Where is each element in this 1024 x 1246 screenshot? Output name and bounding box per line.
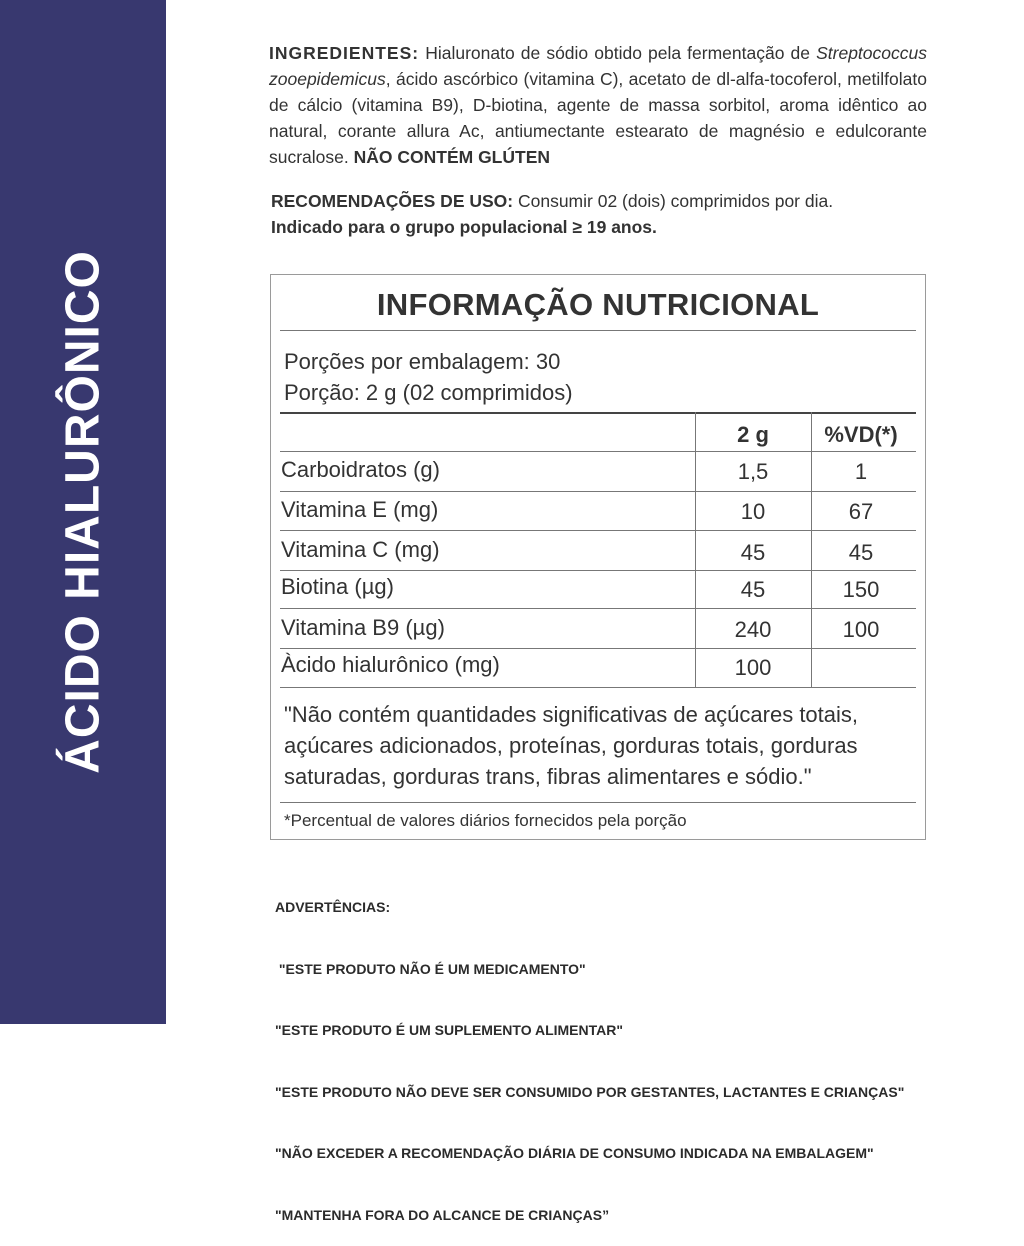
nutrition-facts-panel bbox=[270, 274, 926, 840]
ingredients-paragraph bbox=[269, 40, 927, 170]
servings-per-package: Porções por embalagem: 30 bbox=[284, 349, 561, 374]
serving-size: Porção: 2 g (02 comprimidos) bbox=[284, 380, 573, 405]
nutrition-disclaimer: "Não contém quantidades significativas de açúcares totais, açúcares adicionados, proteínas, gorduras totais, gorduras saturadas, gorduras trans, fibras alimentares e sódio." bbox=[284, 702, 859, 789]
side-band bbox=[0, 0, 166, 1024]
divider bbox=[280, 687, 916, 688]
warning-item: "ESTE PRODUTO NÃO DEVE SER CONSUMIDO POR GESTANTES, LACTANTES E CRIANÇAS" bbox=[275, 1083, 905, 1100]
nutrient-amount: 45 bbox=[740, 577, 766, 602]
nutrient-name: Vitamina E (mg) bbox=[281, 497, 439, 522]
divider bbox=[280, 608, 916, 609]
product-name: ÁCIDO HIALURÔNICO bbox=[56, 250, 110, 774]
col-header-dv: %VD(*) bbox=[824, 422, 898, 447]
nutrition-title: INFORMAÇÃO NUTRICIONAL bbox=[376, 287, 820, 322]
ingredients-text-1: Hialuronato de sódio obtido pela fermentação de bbox=[419, 43, 817, 63]
nutrient-name: Vitamina B9 (µg) bbox=[281, 615, 445, 640]
divider bbox=[280, 802, 916, 803]
warnings-block bbox=[275, 856, 975, 1246]
ingredients-italic: Streptococcus zooepidemicus bbox=[269, 43, 927, 89]
col-header-amount: 2 g bbox=[737, 422, 769, 447]
nutrient-dv: 150 bbox=[842, 577, 880, 602]
divider bbox=[280, 491, 916, 492]
divider bbox=[280, 648, 916, 649]
recommendations-label: RECOMENDAÇÕES DE USO: bbox=[271, 191, 514, 211]
nutrient-amount: 10 bbox=[740, 499, 766, 524]
recommendations-block bbox=[271, 188, 931, 240]
divider bbox=[280, 570, 916, 571]
warning-item: "MANTENHA FORA DO ALCANCE DE CRIANÇAS” bbox=[275, 1206, 610, 1223]
warning-item: "ESTE PRODUTO NÃO É UM MEDICAMENTO" bbox=[275, 960, 586, 977]
nutrient-dv: 100 bbox=[842, 617, 880, 642]
nutrient-name: Àcido hialurônico (mg) bbox=[281, 652, 500, 677]
divider bbox=[280, 530, 916, 531]
nutrient-dv: 1 bbox=[854, 459, 868, 484]
recommendations-text: Consumir 02 (dois) comprimidos por dia. bbox=[513, 191, 834, 211]
divider bbox=[280, 451, 916, 452]
dv-footnote: *Percentual de valores diários fornecidos pela porção bbox=[284, 811, 687, 830]
nutrient-dv: 67 bbox=[848, 499, 874, 524]
nutrient-dv: 45 bbox=[848, 540, 874, 565]
nutrient-amount: 45 bbox=[740, 540, 766, 565]
nutrient-amount: 100 bbox=[734, 655, 772, 680]
nutrient-amount: 1,5 bbox=[737, 459, 769, 484]
warning-item: "ESTE PRODUTO É UM SUPLEMENTO ALIMENTAR" bbox=[275, 1022, 623, 1038]
ingredients-label: INGREDIENTES: bbox=[269, 43, 420, 63]
nutrient-name: Biotina (µg) bbox=[281, 574, 394, 599]
nutrient-name: Carboidratos (g) bbox=[281, 457, 440, 482]
divider bbox=[280, 412, 916, 414]
divider bbox=[280, 330, 916, 331]
population-statement: Indicado para o grupo populacional ≥ 19 anos. bbox=[271, 217, 657, 237]
warnings-title: ADVERTÊNCIAS: bbox=[275, 899, 391, 915]
warning-item: "NÃO EXCEDER A RECOMENDAÇÃO DIÁRIA DE CONSUMO INDICADA NA EMBALAGEM" bbox=[275, 1145, 874, 1161]
gluten-statement: NÃO CONTÉM GLÚTEN bbox=[353, 147, 551, 167]
nutrient-name: Vitamina C (mg) bbox=[281, 537, 440, 562]
nutrient-amount: 240 bbox=[734, 617, 772, 642]
ingredients-text-2: , ácido ascórbico (vitamina C), acetato de dl-alfa-tocoferol, metilfolato de cálcio (vitamina B9), D-biotina, agente de massa sorbitol, aroma idêntico ao natural, corante allura Ac, antiumectante estearato de magnésio e edulcorante sucralose. bbox=[269, 69, 927, 167]
